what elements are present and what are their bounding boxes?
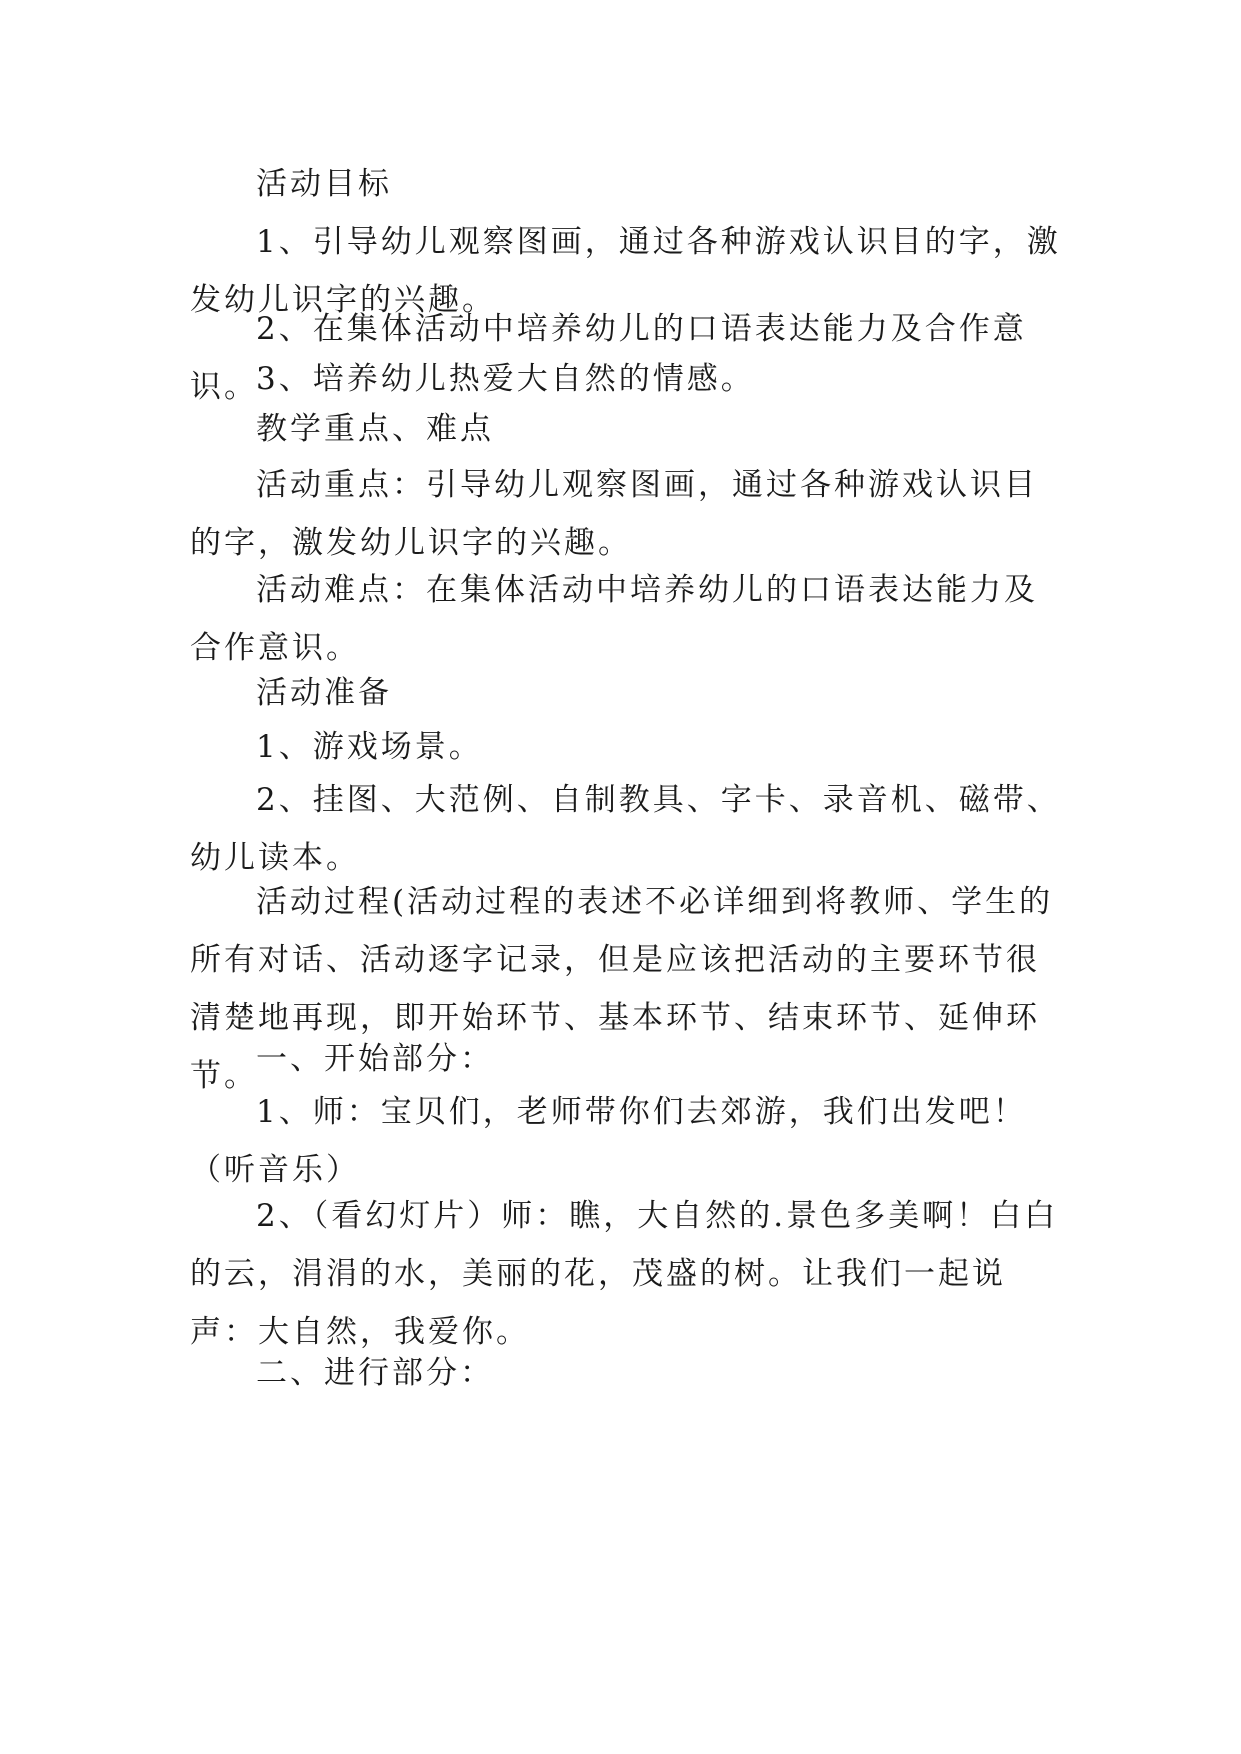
key-point-paragraph: 活动重点：引导幼儿观察图画，通过各种游戏认识目的字，激发幼儿识字的兴趣。 [190, 467, 1038, 561]
preparation-item-2: 2、挂图、大范例、自制教具、字卡、录音机、磁带、幼儿读本。 [190, 782, 1061, 876]
start-step-1: 1、师：宝贝们，老师带你们去郊游，我们出发吧！（听音乐） [190, 1094, 1027, 1188]
goal-item-1: 1、引导幼儿观察图画，通过各种游戏认识目的字，激发幼儿识字的兴趣。 [190, 224, 1061, 318]
goal-item-3: 3、培养幼儿热爱大自然的情感。 [256, 361, 755, 397]
start-step-2: 2、（看幻灯片）师：瞧，大自然的.景色多美啊！白白的云，涓涓的水，美丽的花，茂盛的树。让我们一起说声：大自然，我爱你。 [190, 1198, 1059, 1350]
preparation-item-1: 1、游戏场景。 [256, 729, 483, 765]
process-paragraph: 活动过程(活动过程的表述不必详细到将教师、学生的所有对话、活动逐字记录，但是应该把活动的主要环节很清楚地再现，即开始环节、基本环节、结束环节、延伸环节。 [190, 884, 1054, 1094]
section-heading-preparation: 活动准备 [256, 675, 392, 711]
section-heading-key-points: 教学重点、难点 [256, 411, 494, 447]
section-heading-start: 一、开始部分： [256, 1041, 494, 1077]
goal-item-2: 2、在集体活动中培养幼儿的口语表达能力及合作意识。 [190, 311, 1027, 405]
section-heading-goals: 活动目标 [256, 166, 392, 202]
section-heading-main: 二、进行部分： [256, 1355, 494, 1391]
difficulty-paragraph: 活动难点：在集体活动中培养幼儿的口语表达能力及合作意识。 [190, 572, 1038, 666]
